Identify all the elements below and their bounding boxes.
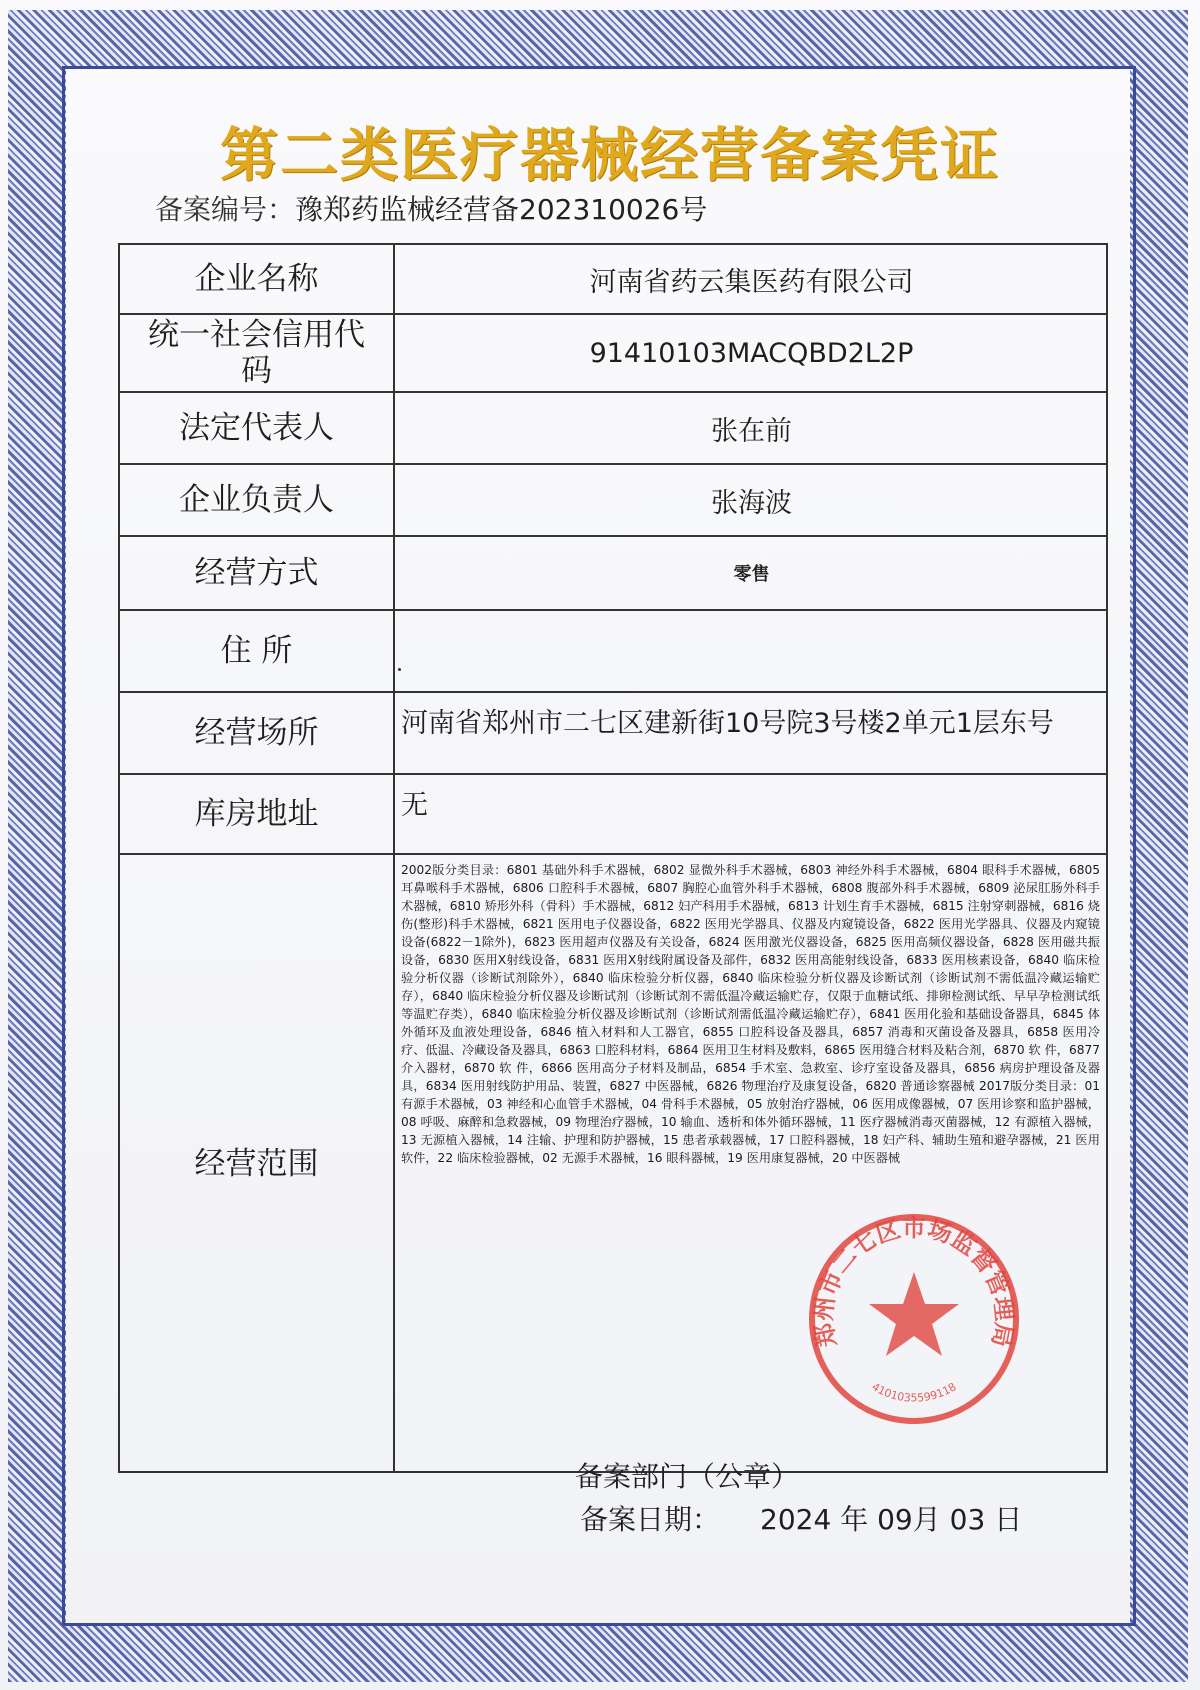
legal-rep-value: 张在前 (711, 415, 792, 447)
scope-label: 经营范围 (120, 855, 395, 1473)
filing-day-unit: 日 (994, 1503, 1023, 1536)
company-name-value: 河南省药云集医药有限公司 (589, 266, 914, 298)
record-number-value: 豫郑药监械经营备202310026号 (295, 193, 708, 226)
company-name-label: 企业名称 (120, 245, 395, 313)
business-mode-value: 零售 (733, 564, 770, 585)
table-row-company (120, 245, 1106, 315)
svg-text:4101035599118 (869, 1380, 958, 1404)
warehouse-value: 无 (401, 790, 428, 821)
table-row-premises (120, 693, 1106, 775)
seal-star-icon (869, 1272, 959, 1356)
filing-department: 备案部门（公章） (575, 1460, 800, 1493)
filing-date (580, 1498, 1022, 1538)
filing-day: 03 (949, 1503, 986, 1536)
table-row-manager (120, 465, 1106, 537)
credit-code-value: 91410103MACQBD2L2P (589, 337, 914, 369)
manager-label: 企业负责人 (120, 465, 395, 535)
domicile-label: 住 所 (120, 611, 395, 691)
filing-month: 09 (877, 1503, 913, 1536)
seal-code: 4101035599118 (869, 1380, 959, 1405)
manager-value: 张海波 (711, 487, 792, 519)
scope-value: 2002版分类目录：6801 基础外科手术器械，6802 显微外科手术器械，6803 神经外科手术器械，6804 眼科手术器械，6805 耳鼻喉科手术器械，6806 口腔科手术器械，6807 胸腔心血管外科手术器械，6808 腹部外科手术器械，6809 泌尿肛肠外科手术器械，6810 矫形外科（骨科）手术器械，6812 妇产科用手术器械，6813 计划生育手术器械，6815 注射穿刺器械，6816 烧伤(整形)科手术器械，6821 医用电子仪器设备，6822 医用光学器具、仪器及内窥镜设备，6822 医用光学器具、仪器及内窥镜设备(6822－1除外)，6823 医用超声仪器及有关设备，6824 医用激光仪器设备，6825 医用高频仪器设备，6828 医用磁共振设备，6830 医用X射线设备，6831 医用X射线附属设备及部件，6832 医用高能射线设备，6833 医用核素设备，6840 临床检验分析仪器（诊断试剂除外），6840 临床检验分析仪器，6840 临床检验分析仪器及诊断试剂（诊断试剂不需低温冷藏运输贮存），6840 临床检验分析仪器及诊断试剂（诊断试剂不需低温冷藏运输贮存，仅限于血糖试纸、排卵检测试纸、早早孕检测试纸等温贮存类），6840 临床检验分析仪器及诊断试剂（诊断试剂需低温冷藏运输贮存），6841 医用化验和基础设备器具，6845 体外循环及血液处理设备，6846 植入材料和人工器官，6855 口腔科设备及器具，6857 消毒和灭菌设备及器具，6858 医用冷疗、低温、冷藏设备及器具，6863 口腔科材料，6864 医用卫生材料及敷料，6865 医用缝合材料及粘合剂，6870 软 件，6877 介入器材，6870 软 件，6866 医用高分子材料及制品，6854 手术室、急救室、诊疗室设备及器具，6856 病房护理设备及器具，6834 医用射线防护用品、装置，6827 中医器械，6826 物理治疗及康复设备，6820 普通诊察器械 2017版分类目录：01 有源手术器械，03 神经和心血管手术器械，04 骨科手术器械，05 放射治疗器械，06 医用成像器械，07 医用诊察和监护器械，08 呼吸、麻醉和急救器械，09 物理治疗器械，10 输血、透析和体外循环器械，11 医疗器械消毒灭菌器械，12 有源植入器械，13 无源植入器械，14 注输、护理和防护器械，15 患者承载器械，17 口腔科器械，18 妇产科、辅助生殖和避孕器械，21 医用软件，22 临床检验器械，02 无源手术器械，16 眼科器械，19 医用康复器械，20 中医器械 (401, 863, 1100, 1165)
filing-year-unit: 年 (840, 1503, 869, 1536)
record-number-label: 备案编号： (155, 193, 296, 226)
table-row-credit-code (120, 315, 1106, 393)
warehouse-label: 库房地址 (120, 775, 395, 853)
domicile-value (397, 611, 1106, 691)
table-row-warehouse (120, 775, 1106, 855)
legal-rep-label: 法定代表人 (120, 393, 395, 463)
table-row-legal-rep (120, 393, 1106, 465)
certificate-title: 第二类医疗器械经营备案凭证 (219, 121, 1000, 189)
filing-year: 2024 (760, 1503, 832, 1536)
domicile-dot (398, 668, 401, 671)
seal-text: 郑州市二七区市场监督管理局 (809, 1214, 1019, 1350)
credit-code-label: 统一社会信用代码 (120, 315, 395, 391)
filing-date-label: 备案日期： (580, 1503, 721, 1536)
premises-label: 经营场所 (120, 693, 395, 773)
business-mode-label: 经营方式 (120, 537, 395, 609)
table-row-domicile (120, 611, 1106, 693)
official-seal (805, 1210, 1023, 1428)
record-number (155, 188, 707, 228)
premises-value: 河南省郑州市二七区建新街10号院3号楼2单元1层东号 (401, 708, 1054, 739)
filing-month-unit: 月 (912, 1503, 941, 1536)
table-row-business-mode (120, 537, 1106, 611)
